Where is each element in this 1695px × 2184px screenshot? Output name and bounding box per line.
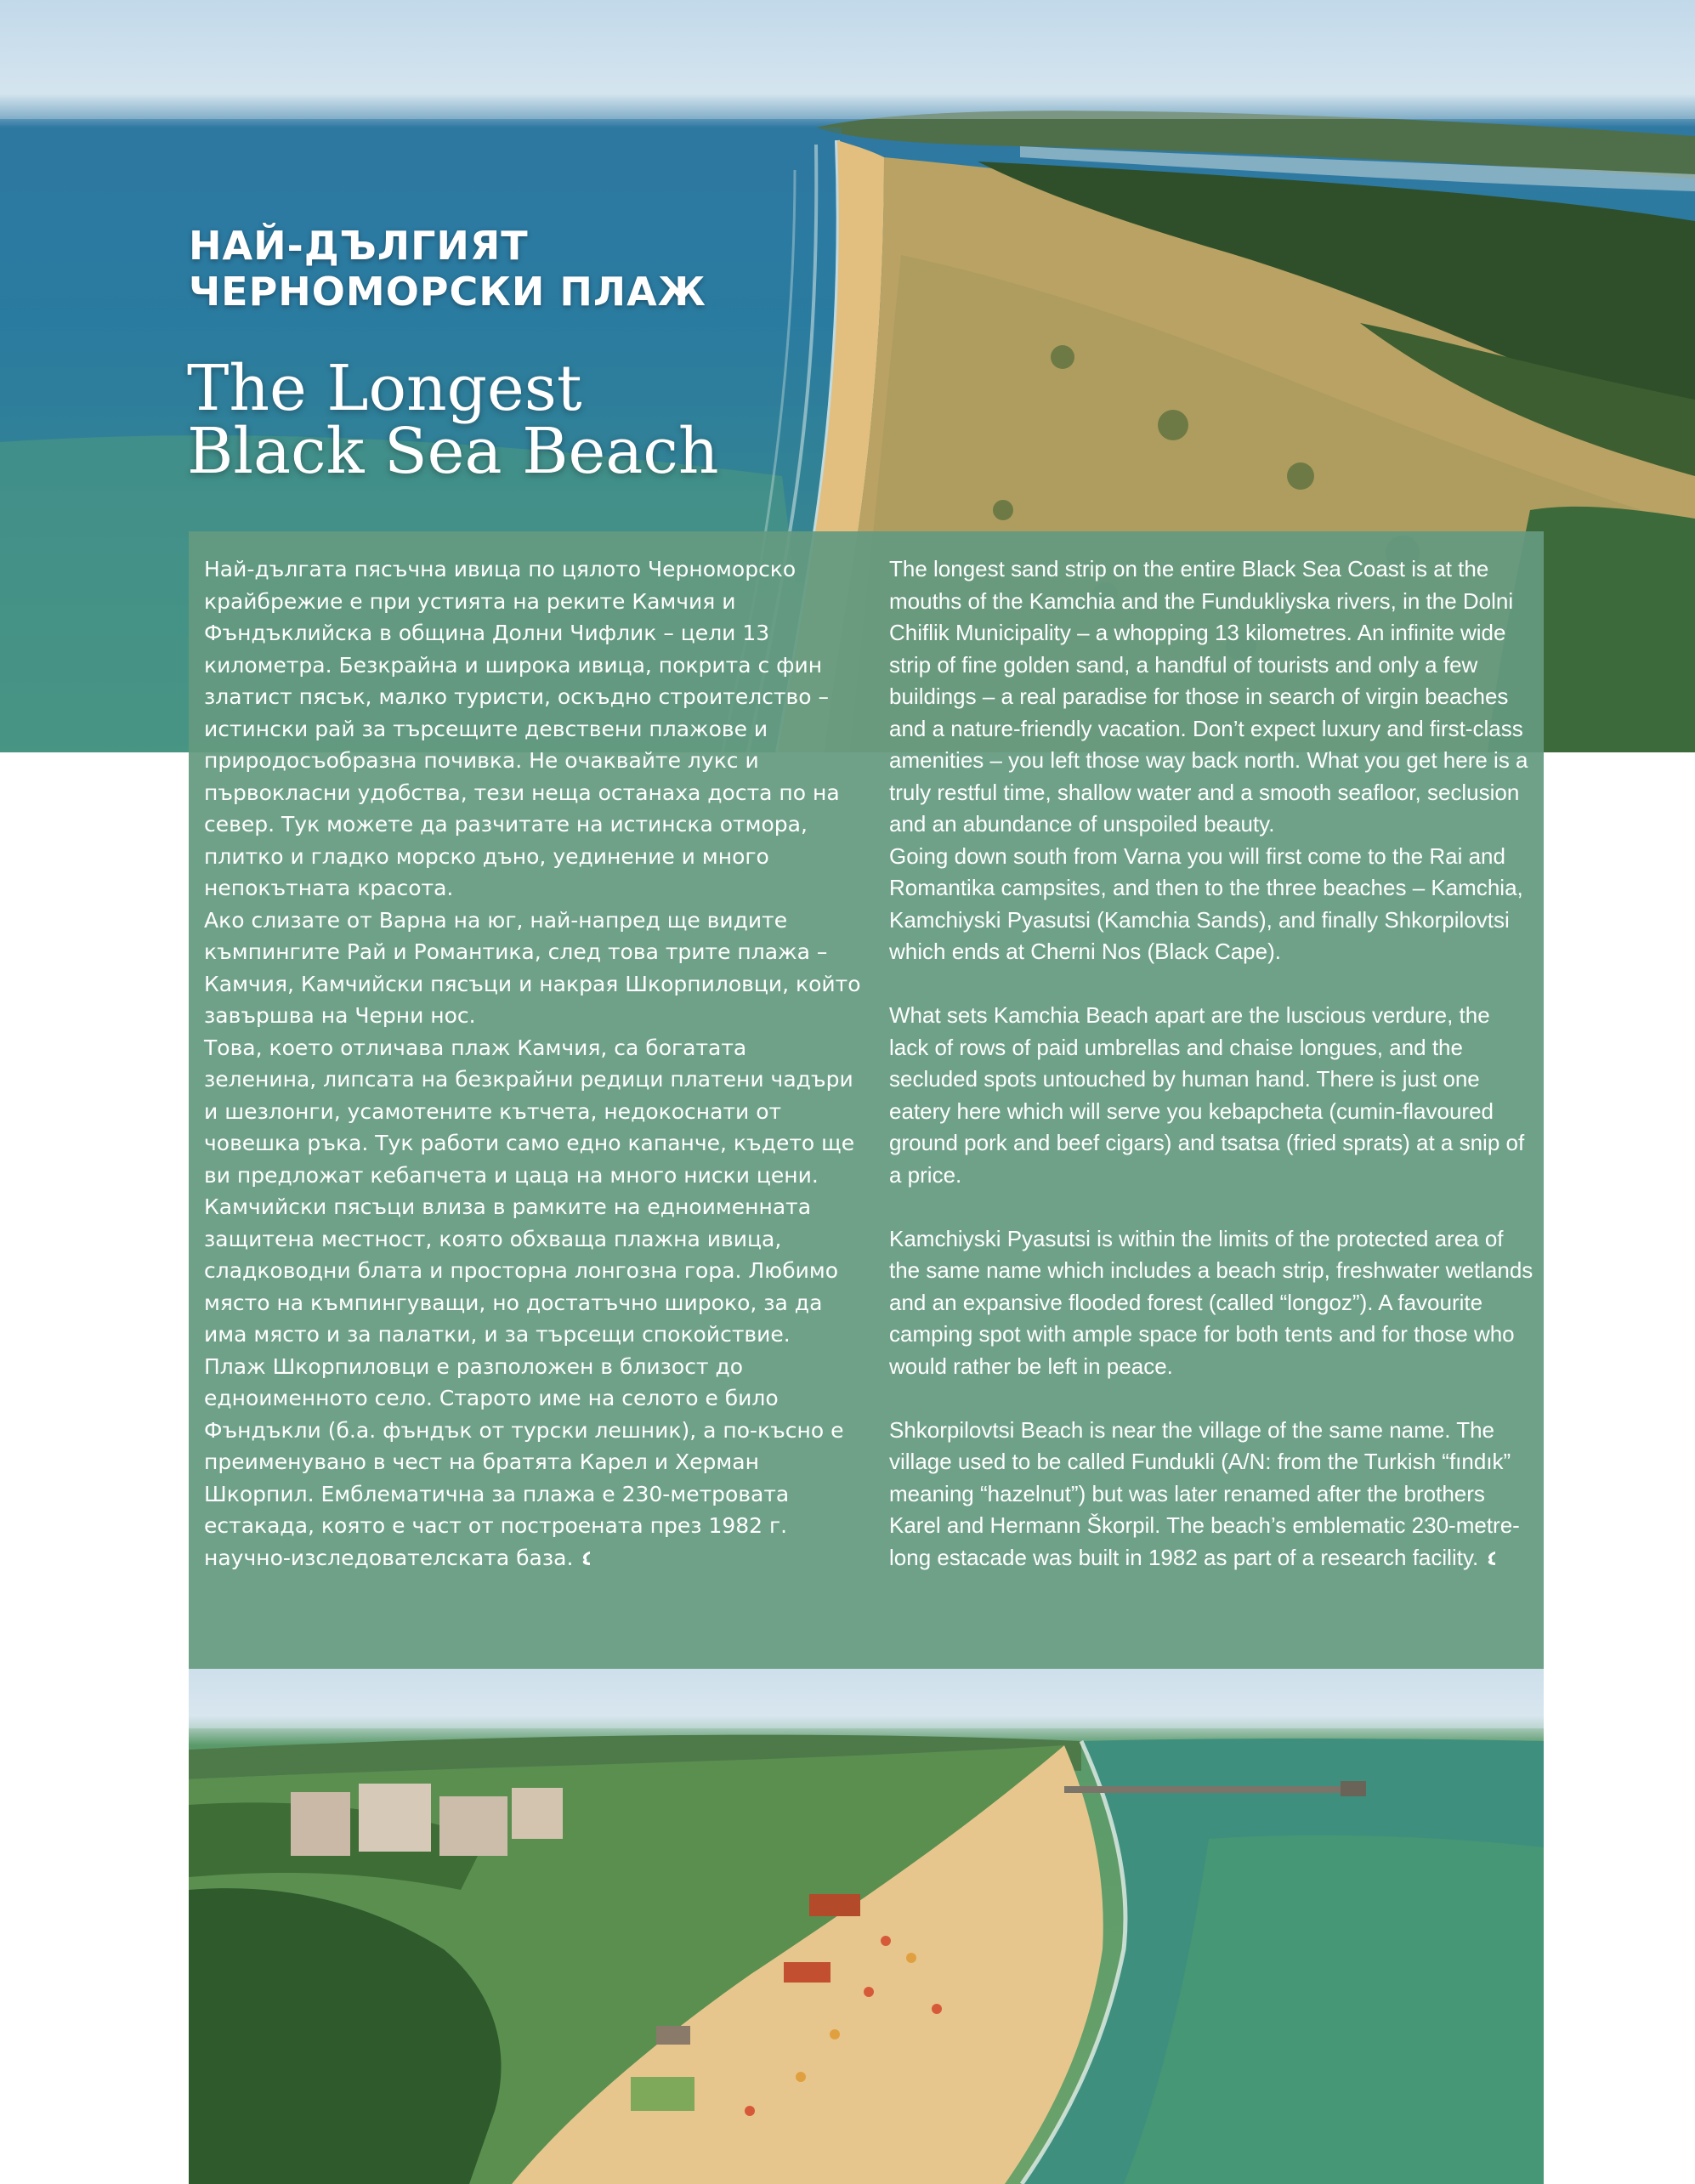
paragraph-gap [889,1191,1533,1223]
title-english-line2: Black Sea Beach [187,415,719,488]
english-column [889,553,1533,1574]
bulgarian-paragraph-4: Камчийски пясъци влиза в рамките на едноименната защитена местност, която обхваща плажна ивица, сладководни блата и просторна лонгозна гора. Любимо място на къмпингуващи, но достатъчно широко, за да има място и за палатки, и за търсещи спокойствие. [204,1194,839,1347]
english-paragraph-4: Kamchiyski Pyasutsi is within the limits of the protected area of the same name which includes a beach strip, freshwater wetlands and an expansive flooded forest (called “longoz”). A favourite camping spot with ample space for both tents and for those who would rather be left in peace. [889,1225,1533,1379]
title-bulgarian [189,223,733,315]
bulgarian-paragraph-2: Ако слизате от Варна на юг, най-напред ще видите къмпингите Рай и Романтика, след това трите плажа – Камчия, Камчийски пясъци и накрая Шкорпиловци, който завършва на Черни нос. [204,907,861,1028]
english-paragraph-5 [889,1415,1533,1574]
bottom-photo [189,1669,1544,2184]
title-english-line1: The Longest [187,352,582,425]
paragraph-gap [889,1382,1533,1415]
title-english [187,352,799,488]
bulgarian-paragraph-1: Най-дългата пясъчна ивица по цялото Черноморско крайбрежие е при устията на реките Камчия и Фъндъклийска в община Долни Чифлик – цели 13 километра. Безкрайна и широка ивица, покрита с фин златист пясък, малко туристи, оскъдно строителство – истински рай за търсещите девствени плажове и природосъобразна почивка. Не очаквайте лукс и първокласни удобства, тези неща останаха доста по на север. Тук можете да разчитате на истинска отмора, плитко и гладко морско дъно, уединение и много непокътната красота. [204,557,840,900]
bulgarian-column [204,553,865,1574]
article-panel [189,531,1544,1669]
title-bulgarian-line1: НАЙ-ДЪЛГИЯТ [189,223,529,269]
bulgarian-paragraph-5 [204,1351,865,1574]
english-paragraph-5-text: Shkorpilovtsi Beach is near the village of the same name. The village used to be called Fundukli (A/N: from the Turkish “fındık” meaning “hazelnut”) but was later renamed after the brothers Karel and Hermann Škorpil. The beach’s emblematic 230-metre-long estacade was built in 1982 as part of a research facility. [889,1416,1520,1570]
title-bulgarian-line2: ЧЕРНОМОРСКИ ПЛАЖ [189,269,706,315]
bulgarian-paragraph-3: Това, което отличава плаж Камчия, са богатата зеленина, липсата на безкрайни редици платени чадъри и шезлонги, усамотените кътчета, недокоснати от човешка ръка. Тук работи само едно капанче, където ще ви предложат кебапчета и цаца на много ниски цени. [204,1035,855,1188]
bulgarian-paragraph-5-text: Плаж Шкорпиловци е разположен в близост до едноименното село. Старото име на селото е било Фъндъкли (б.а. фъндък от турски лешник), а по-късно е преименувано в чест на братята Карел и Херман Шкорпил. Емблематична за плажа е 230-метровата естакада, която е част от построената през 1982 г. научно-изследователската база. [204,1353,844,1570]
aerial-resort-photo-icon [189,1669,1544,2184]
paragraph-gap [889,968,1533,1001]
end-of-article-icon [1485,1550,1497,1567]
english-paragraph-2: Going down south from Varna you will first come to the Rai and Romantika campsites, and then to the three beaches – Kamchia, Kamchiyski Pyasutsi (Kamchia Sands), and finally Shkorpilovtsi which ends at Cherni Nos (Black Cape). [889,842,1523,964]
end-of-article-icon [580,1550,592,1567]
english-paragraph-1: The longest sand strip on the entire Black Sea Coast is at the mouths of the Kamchia and the Fundukliyska rivers, in the Dolni Chiflik Municipality – a whopping 13 kilometres. An infinite wide strip of fine golden sand, a handful of tourists and only a few buildings – a real paradise for those in search of virgin beaches and a nature-friendly vacation. Don’t expect luxury and first-class amenities – you left those way back north. What you get here is a truly restful time, shallow water and a smooth seafloor, seclusion and an abundance of unspoiled beauty. [889,556,1528,837]
english-paragraph-3: What sets Kamchia Beach apart are the luscious verdure, the lack of rows of paid umbrellas and chaise longues, and the secluded spots untouched by human hand. There is just one eatery here which will serve you kebapcheta (cumin-flavoured ground pork and beef cigars) and tsatsa (fried sprats) at a snip of a price. [889,1002,1525,1188]
